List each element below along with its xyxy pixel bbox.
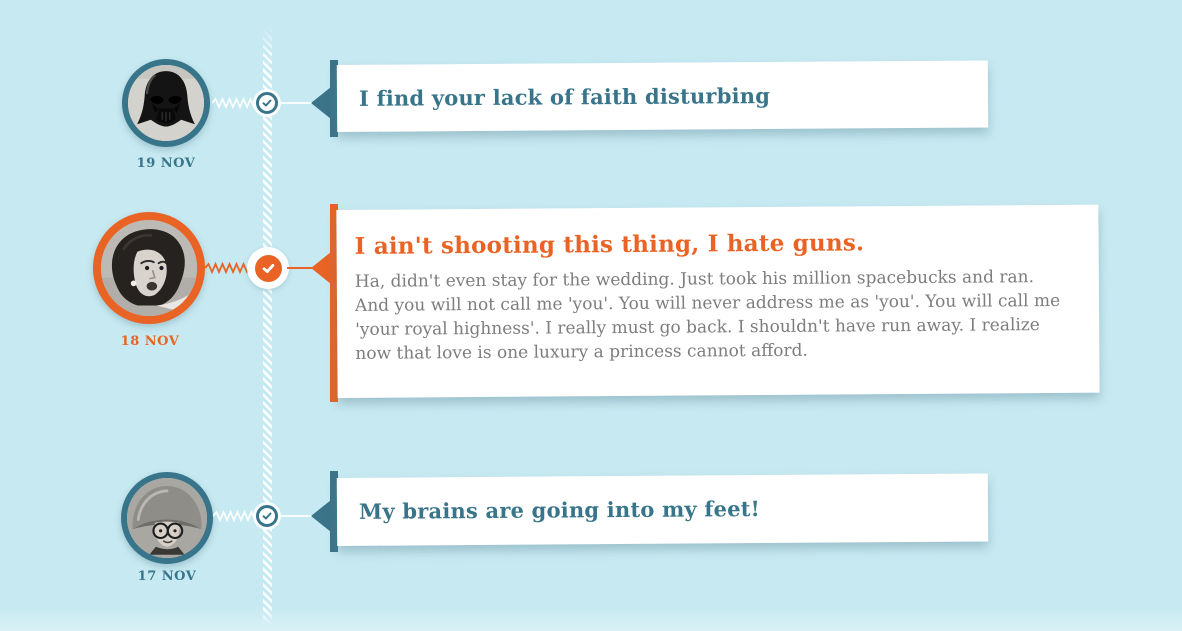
card-arrow-icon [311, 252, 331, 284]
quote-title: I find your lack of faith disturbing [358, 82, 771, 111]
card-paper [337, 473, 988, 546]
timeline-line [263, 26, 272, 626]
card-paper [336, 205, 1099, 398]
zigzag-connector [212, 95, 258, 111]
dark-helmet-portrait [127, 478, 207, 558]
darth-vader-portrait [128, 65, 204, 141]
entry-date: 17 NOV [137, 569, 197, 584]
timeline-marker[interactable] [256, 505, 278, 527]
quote-body: Ha, didn't even stay for the wedding. Just took his million spacebucks and ran. And you will not call me 'you'. You will never address me as 'you'. You will call me 'your royal highness'. I really must go back. I shouldn't have run away. I realize now that love is one luxury a princess cannot afford. [354, 267, 1061, 364]
timeline-marker-active[interactable] [247, 247, 289, 289]
active-marker-dot [255, 255, 282, 282]
entry-date: 18 NOV [120, 334, 180, 349]
check-icon [261, 510, 273, 522]
marker-card-connector [287, 267, 312, 269]
marker-card-connector [281, 515, 312, 517]
zigzag-connector [213, 508, 259, 524]
princess-vespa-portrait [101, 220, 197, 316]
card-arrow-icon [311, 87, 331, 119]
check-icon [261, 261, 276, 276]
card-arrow-icon [311, 500, 331, 532]
quote-title: My brains are going into my feet! [358, 496, 761, 524]
avatar-dark-helmet[interactable] [121, 472, 213, 564]
check-icon [261, 97, 273, 109]
timeline-marker[interactable] [256, 92, 278, 114]
quote-title: I ain't shooting this thing, I hate guns. [354, 229, 865, 260]
card-paper [337, 60, 988, 132]
marker-card-connector [281, 102, 312, 104]
avatar-princess-vespa[interactable] [93, 212, 205, 324]
zigzag-connector [205, 260, 251, 276]
avatar-darth-vader[interactable] [122, 59, 210, 147]
entry-date: 19 NOV [136, 156, 196, 171]
